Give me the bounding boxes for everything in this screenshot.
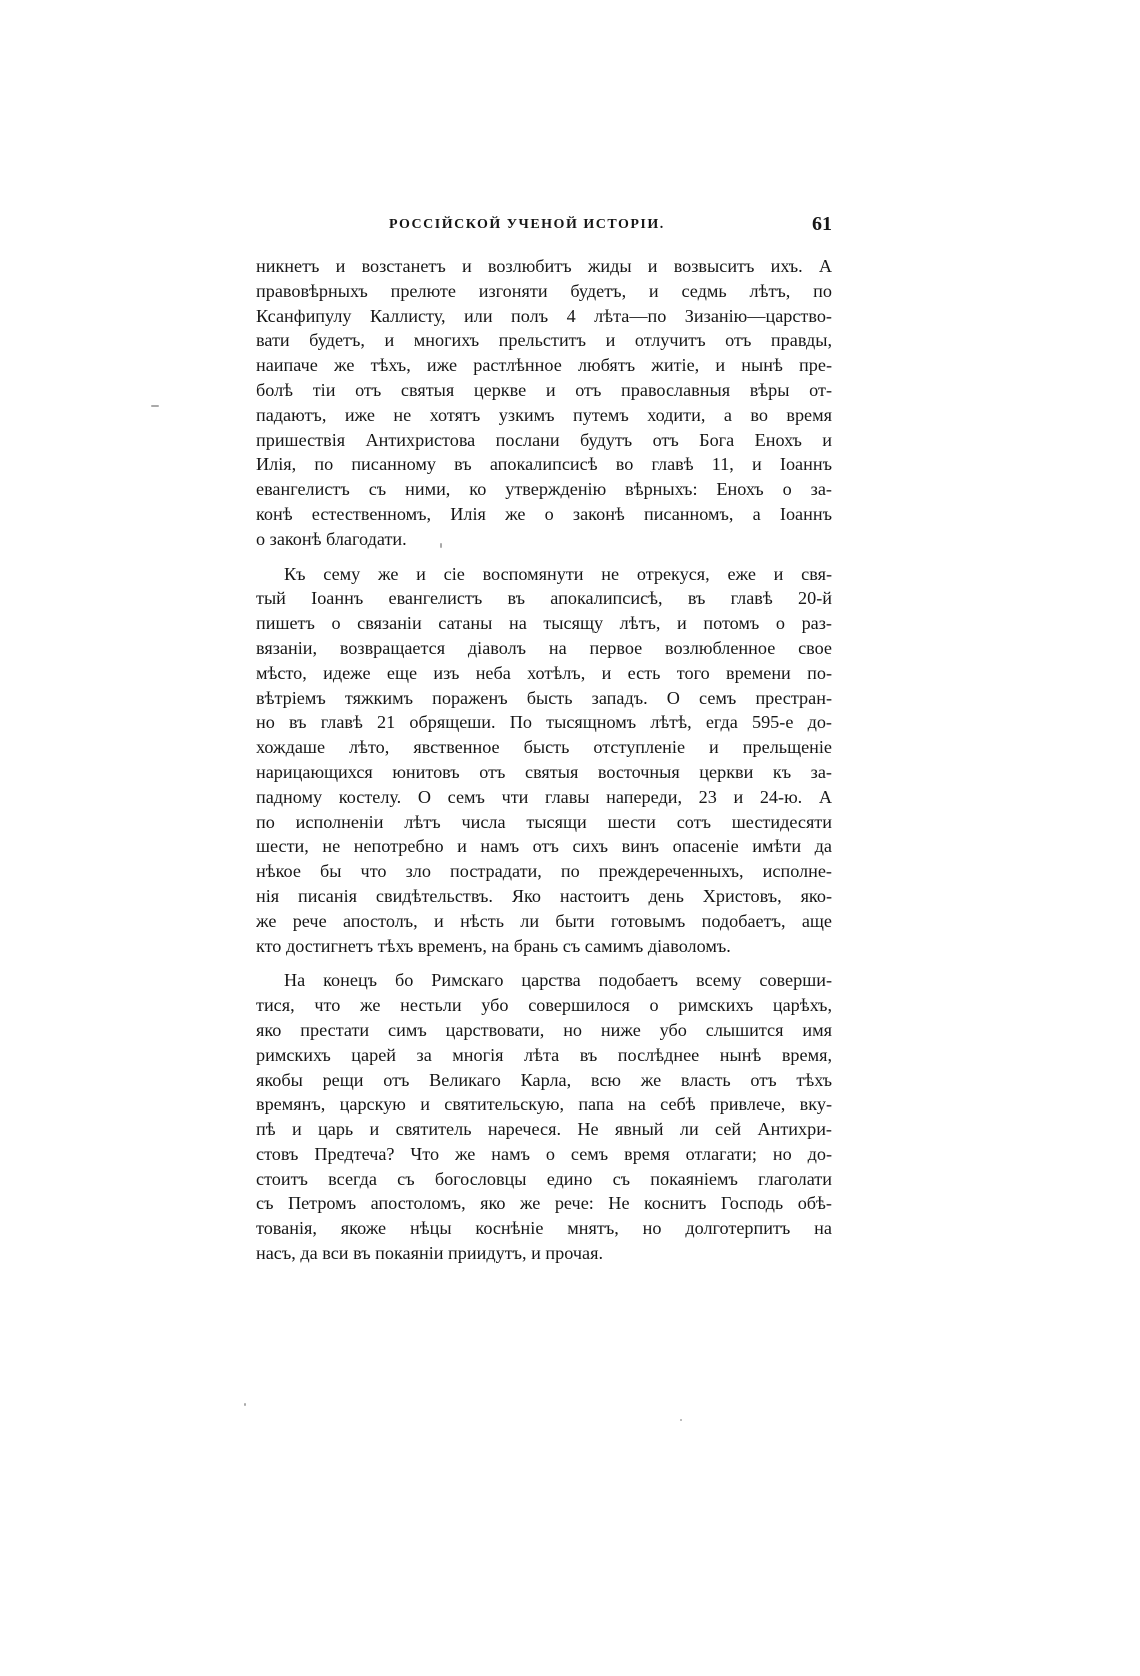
text-line: Къ сему же и сіе воспомянути не отрекуся, еже и свя- <box>284 563 832 584</box>
text-line: же рече апостолъ, и нѣсть ли быти готовымъ подобаетъ, аще <box>256 910 832 931</box>
paragraph-gap <box>256 552 832 562</box>
text-line: болѣ тіи отъ святыя церкве и отъ православныя вѣры от- <box>256 379 832 400</box>
text-line: тый Іоаннъ евангелистъ въ апокалипсисѣ, въ главѣ 20-й <box>256 588 832 609</box>
text-line: мѣсто, идеже еще изъ неба хотѣлъ, и есть того времени по- <box>256 662 832 683</box>
main-text <box>256 254 832 1266</box>
text-line: по исполненіи лѣтъ числа тысящи шести сотъ шестидесяти <box>256 811 832 832</box>
running-head <box>360 213 832 247</box>
text-line: яко престати симъ царствовати, но ниже убо слышится имя <box>256 1019 832 1040</box>
text-line: конѣ естественномъ, Илія же о законѣ писанномъ, а Іоаннъ <box>256 503 832 524</box>
text-line: пѣ и царь и святитель наречеся. Не явный ли сей Антихри- <box>256 1119 832 1140</box>
text-line: вязаніи, возвращается діаволъ на первое возлюбленное свое <box>256 637 832 658</box>
text-line: пишетъ о связаніи сатаны на тысящу лѣтъ, и потомъ о раз- <box>256 613 832 634</box>
scan-speck <box>151 405 159 407</box>
running-title: РОССІЙСКОЙ УЧЕНОЙ ИСТОРІИ. <box>389 217 665 232</box>
text-line: Илія, по писанному въ апокалипсисѣ во главѣ 11, и Іоаннъ <box>256 454 832 475</box>
scan-speck <box>440 543 442 548</box>
text-line: нарицающихся юнитовъ отъ святыя восточныя церкви къ за- <box>256 761 832 782</box>
text-line: Ксанфипулу Каллисту, или полъ 4 лѣта—по Зизанію—царство- <box>256 305 832 326</box>
scan-speck <box>244 1403 246 1406</box>
text-line: падному костелу. О семъ чти главы напереди, 23 и 24-ю. А <box>256 786 832 807</box>
text-line: нія писанія свидѣтельствъ. Яко настоитъ день Христовъ, яко- <box>256 885 832 906</box>
paragraph-gap <box>256 958 832 968</box>
text-line: кто достигнетъ тѣхъ временъ, на брань съ самимъ діаволомъ. <box>256 935 731 956</box>
text-line: но въ главѣ 21 обрящеши. По тысящномъ лѣтѣ, егда 595-е до- <box>256 712 832 733</box>
text-line: стоитъ всегда съ богословцы едино съ покаяніемъ глаголати <box>256 1168 832 1189</box>
text-line: правовѣрныхъ прелюте изгоняти будетъ, и седмь лѣтъ, по <box>256 280 832 301</box>
text-line: якобы рещи отъ Великаго Карла, всю же власть отъ тѣхъ <box>256 1069 832 1090</box>
text-line: о законѣ благодати. <box>256 528 407 549</box>
text-line: На конецъ бо Римскаго царства подобаетъ всему соверши- <box>284 970 832 991</box>
text-line: евангелистъ съ ними, ко утвержденію вѣрныхъ: Енохъ о за- <box>256 479 832 500</box>
paragraph-1 <box>256 254 832 552</box>
text-line: стовъ Предтеча? Что же намъ о семъ время отлагати; но до- <box>256 1143 832 1164</box>
text-line: хождаше лѣто, явственное бысть отступленіе и прельщеніе <box>256 737 832 758</box>
text-line: никнетъ и возстанетъ и возлюбитъ жиды и возвыситъ ихъ. А <box>256 256 832 276</box>
text-line: наипаче же тѣхъ, иже растлѣнное любятъ житіе, и нынѣ пре- <box>256 355 832 376</box>
text-line: времянъ, царскую и святительскую, папа на себѣ привлече, вку- <box>256 1094 832 1115</box>
text-line: насъ, да вси въ покаяніи приидутъ, и прочая. <box>256 1243 604 1264</box>
text-line: тися, что же нестьли убо совершилося о римскихъ царѣхъ, <box>256 995 832 1016</box>
scan-speck <box>680 1419 682 1421</box>
text-line: вати будетъ, и многихъ прельститъ и отлучитъ отъ правды, <box>256 330 832 351</box>
paragraph-3 <box>256 968 832 1266</box>
text-line: пришествія Антихристова послани будутъ отъ Бога Енохъ и <box>256 429 832 450</box>
text-line: тованія, якоже нѣцы коснѣніе мнятъ, но долготерпитъ на <box>256 1218 832 1239</box>
text-line: вѣтріемъ тяжкимъ пораженъ бысть западъ. О семъ престран- <box>256 687 832 708</box>
paragraph-2 <box>256 562 832 959</box>
text-line: падаютъ, иже не хотятъ узкимъ путемъ ходити, а во время <box>256 404 832 425</box>
text-line: шести, не непотребно и намъ отъ сихъ винъ опасеніе имѣти да <box>256 836 832 857</box>
page-number: 61 <box>812 213 832 235</box>
text-line: римскихъ царей за многія лѣта въ послѣднее нынѣ время, <box>256 1044 832 1065</box>
text-line: нѣкое бы что зло пострадати, по преждереченныхъ, исполне- <box>256 861 832 882</box>
text-line: съ Петромъ апостоломъ, яко же рече: Не коснитъ Господь обѣ- <box>256 1193 832 1214</box>
